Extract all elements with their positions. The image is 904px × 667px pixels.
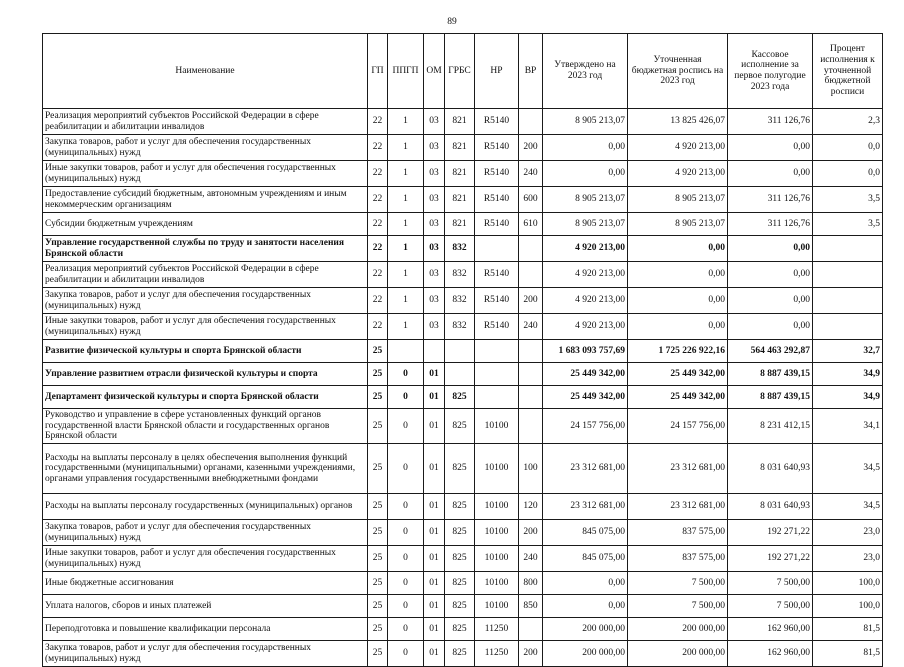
cell-approved: 4 920 213,00 <box>543 236 628 262</box>
cell-om: 03 <box>424 236 445 262</box>
cell-np: 10100 <box>475 595 519 618</box>
cell-gp: 25 <box>368 546 388 572</box>
cell-ppgp: 1 <box>388 135 424 161</box>
cell-grbs: 825 <box>445 618 475 641</box>
cell-refined: 0,00 <box>628 262 728 288</box>
cell-np: R5140 <box>475 213 519 236</box>
cell-name: Иные закупки товаров, работ и услуг для обеспечения государственных (муниципальных) нужд <box>43 161 368 187</box>
cell-vr: 800 <box>519 572 543 595</box>
cell-np: 10100 <box>475 444 519 494</box>
cell-name: Предоставление субсидий бюджетным, автономным учреждениям и иным некоммерческим организациям <box>43 187 368 213</box>
cell-np <box>475 386 519 409</box>
cell-grbs: 821 <box>445 213 475 236</box>
cell-gp: 22 <box>368 288 388 314</box>
cell-np: 10100 <box>475 546 519 572</box>
cell-vr: 240 <box>519 546 543 572</box>
header-om: ОМ <box>424 34 445 109</box>
cell-approved: 8 905 213,07 <box>543 213 628 236</box>
cell-vr <box>519 409 543 444</box>
cell-om: 01 <box>424 572 445 595</box>
cell-om: 01 <box>424 386 445 409</box>
cell-ppgp: 0 <box>388 546 424 572</box>
cell-refined: 4 920 213,00 <box>628 135 728 161</box>
header-percent: Процент исполнения к уточненной бюджетной росписи <box>813 34 883 109</box>
cell-refined: 0,00 <box>628 314 728 340</box>
cell-name: Департамент физической культуры и спорта Брянской области <box>43 386 368 409</box>
cell-om: 03 <box>424 109 445 135</box>
cell-np: R5140 <box>475 161 519 187</box>
cell-percent: 0,0 <box>813 135 883 161</box>
cell-om: 01 <box>424 494 445 520</box>
cell-gp: 25 <box>368 618 388 641</box>
table-row <box>43 386 883 409</box>
cell-np: 11250 <box>475 641 519 667</box>
cell-approved: 0,00 <box>543 161 628 187</box>
cell-gp: 25 <box>368 444 388 494</box>
cell-name: Реализация мероприятий субъектов Российской Федерации в сфере реабилитации и абилитации инвалидов <box>43 109 368 135</box>
cell-om: 03 <box>424 262 445 288</box>
cell-percent <box>813 262 883 288</box>
cell-executed: 8 031 640,93 <box>728 494 813 520</box>
table-row <box>43 641 883 667</box>
cell-gp: 22 <box>368 109 388 135</box>
cell-om: 01 <box>424 363 445 386</box>
table-row <box>43 595 883 618</box>
cell-om: 01 <box>424 444 445 494</box>
cell-vr <box>519 363 543 386</box>
header-grbs: ГРБС <box>445 34 475 109</box>
cell-refined: 4 920 213,00 <box>628 161 728 187</box>
cell-vr <box>519 262 543 288</box>
cell-refined: 7 500,00 <box>628 595 728 618</box>
cell-gp: 22 <box>368 187 388 213</box>
cell-gp: 22 <box>368 161 388 187</box>
cell-approved: 4 920 213,00 <box>543 288 628 314</box>
cell-ppgp: 0 <box>388 520 424 546</box>
table-row <box>43 618 883 641</box>
cell-name: Иные бюджетные ассигнования <box>43 572 368 595</box>
cell-vr: 100 <box>519 444 543 494</box>
cell-vr: 850 <box>519 595 543 618</box>
table-row <box>43 288 883 314</box>
cell-grbs: 825 <box>445 641 475 667</box>
cell-ppgp: 1 <box>388 288 424 314</box>
cell-approved: 24 157 756,00 <box>543 409 628 444</box>
cell-refined: 13 825 426,07 <box>628 109 728 135</box>
cell-approved: 25 449 342,00 <box>543 386 628 409</box>
cell-percent: 100,0 <box>813 595 883 618</box>
cell-vr: 200 <box>519 520 543 546</box>
cell-grbs: 821 <box>445 135 475 161</box>
cell-gp: 25 <box>368 520 388 546</box>
cell-gp: 25 <box>368 641 388 667</box>
table-row <box>43 520 883 546</box>
cell-grbs: 832 <box>445 288 475 314</box>
cell-grbs: 825 <box>445 386 475 409</box>
cell-gp: 22 <box>368 135 388 161</box>
cell-gp: 25 <box>368 494 388 520</box>
cell-name: Развитие физической культуры и спорта Брянской области <box>43 340 368 363</box>
cell-name: Расходы на выплаты персоналу в целях обеспечения выполнения функций государственными (муниципальными) органами, казенными учреждениями, органами управления государственными внебюджетными фондами <box>43 444 368 494</box>
cell-ppgp: 0 <box>388 494 424 520</box>
cell-executed: 8 887 439,15 <box>728 363 813 386</box>
cell-om: 01 <box>424 641 445 667</box>
cell-ppgp: 0 <box>388 618 424 641</box>
cell-executed: 7 500,00 <box>728 572 813 595</box>
cell-refined: 24 157 756,00 <box>628 409 728 444</box>
cell-executed: 192 271,22 <box>728 520 813 546</box>
cell-vr <box>519 236 543 262</box>
cell-np: R5140 <box>475 109 519 135</box>
cell-executed: 0,00 <box>728 161 813 187</box>
cell-vr <box>519 618 543 641</box>
cell-refined: 8 905 213,07 <box>628 187 728 213</box>
cell-vr: 120 <box>519 494 543 520</box>
cell-gp: 22 <box>368 262 388 288</box>
cell-percent: 34,5 <box>813 444 883 494</box>
cell-percent: 34,9 <box>813 363 883 386</box>
cell-approved: 0,00 <box>543 135 628 161</box>
cell-np: 11250 <box>475 618 519 641</box>
page-number: 89 <box>447 17 457 27</box>
cell-percent: 2,3 <box>813 109 883 135</box>
cell-grbs <box>445 363 475 386</box>
cell-gp: 25 <box>368 572 388 595</box>
cell-grbs: 825 <box>445 444 475 494</box>
cell-name: Субсидии бюджетным учреждениям <box>43 213 368 236</box>
cell-ppgp: 1 <box>388 262 424 288</box>
cell-grbs: 825 <box>445 595 475 618</box>
cell-approved: 25 449 342,00 <box>543 363 628 386</box>
cell-approved: 0,00 <box>543 595 628 618</box>
header-gp: ГП <box>368 34 388 109</box>
cell-executed: 311 126,76 <box>728 213 813 236</box>
cell-executed: 8 231 412,15 <box>728 409 813 444</box>
cell-om: 03 <box>424 135 445 161</box>
cell-refined: 837 575,00 <box>628 546 728 572</box>
cell-grbs: 821 <box>445 109 475 135</box>
cell-vr: 610 <box>519 213 543 236</box>
cell-refined: 8 905 213,07 <box>628 213 728 236</box>
cell-approved: 845 075,00 <box>543 520 628 546</box>
cell-ppgp: 1 <box>388 314 424 340</box>
cell-refined: 200 000,00 <box>628 641 728 667</box>
cell-np <box>475 236 519 262</box>
cell-executed: 162 960,00 <box>728 641 813 667</box>
cell-vr: 200 <box>519 288 543 314</box>
cell-vr <box>519 340 543 363</box>
cell-approved: 200 000,00 <box>543 618 628 641</box>
cell-np: 10100 <box>475 572 519 595</box>
cell-grbs: 821 <box>445 161 475 187</box>
cell-vr: 200 <box>519 135 543 161</box>
cell-vr: 200 <box>519 641 543 667</box>
table-row <box>43 572 883 595</box>
cell-percent: 3,5 <box>813 213 883 236</box>
cell-ppgp: 0 <box>388 409 424 444</box>
cell-gp: 25 <box>368 386 388 409</box>
cell-om: 01 <box>424 618 445 641</box>
cell-percent: 23,0 <box>813 520 883 546</box>
cell-percent <box>813 314 883 340</box>
cell-refined: 7 500,00 <box>628 572 728 595</box>
cell-name: Иные закупки товаров, работ и услуг для обеспечения государственных (муниципальных) нужд <box>43 314 368 340</box>
cell-refined: 25 449 342,00 <box>628 386 728 409</box>
cell-approved: 4 920 213,00 <box>543 314 628 340</box>
cell-vr <box>519 386 543 409</box>
cell-grbs: 832 <box>445 236 475 262</box>
cell-refined: 23 312 681,00 <box>628 494 728 520</box>
header-np: НР <box>475 34 519 109</box>
cell-name: Расходы на выплаты персоналу государственных (муниципальных) органов <box>43 494 368 520</box>
cell-ppgp: 0 <box>388 595 424 618</box>
cell-grbs: 825 <box>445 572 475 595</box>
cell-np: 10100 <box>475 494 519 520</box>
cell-percent: 0,0 <box>813 161 883 187</box>
cell-percent: 81,5 <box>813 641 883 667</box>
cell-percent: 34,5 <box>813 494 883 520</box>
cell-percent: 32,7 <box>813 340 883 363</box>
cell-refined: 25 449 342,00 <box>628 363 728 386</box>
cell-grbs <box>445 340 475 363</box>
cell-np: 10100 <box>475 520 519 546</box>
cell-approved: 200 000,00 <box>543 641 628 667</box>
table-row <box>43 314 883 340</box>
table-row <box>43 161 883 187</box>
cell-grbs: 821 <box>445 187 475 213</box>
cell-vr: 240 <box>519 314 543 340</box>
cell-om: 01 <box>424 409 445 444</box>
table-row <box>43 409 883 444</box>
cell-approved: 23 312 681,00 <box>543 494 628 520</box>
cell-refined: 0,00 <box>628 288 728 314</box>
cell-om: 03 <box>424 288 445 314</box>
cell-gp: 25 <box>368 340 388 363</box>
header-refined: Уточненная бюджетная роспись на 2023 год <box>628 34 728 109</box>
cell-gp: 25 <box>368 363 388 386</box>
cell-np: R5140 <box>475 314 519 340</box>
cell-name: Руководство и управление в сфере установленных функций органов государственной власти Брянской области и государственных органов Брянской области <box>43 409 368 444</box>
cell-om: 03 <box>424 161 445 187</box>
cell-executed: 0,00 <box>728 262 813 288</box>
cell-executed: 0,00 <box>728 135 813 161</box>
cell-name: Иные закупки товаров, работ и услуг для обеспечения государственных (муниципальных) нужд <box>43 546 368 572</box>
cell-grbs: 832 <box>445 262 475 288</box>
cell-name: Реализация мероприятий субъектов Российской Федерации в сфере реабилитации и абилитации инвалидов <box>43 262 368 288</box>
cell-approved: 1 683 093 757,69 <box>543 340 628 363</box>
cell-refined: 837 575,00 <box>628 520 728 546</box>
cell-refined: 23 312 681,00 <box>628 444 728 494</box>
cell-gp: 22 <box>368 236 388 262</box>
cell-ppgp: 0 <box>388 386 424 409</box>
cell-grbs: 825 <box>445 409 475 444</box>
table-row <box>43 262 883 288</box>
cell-gp: 22 <box>368 314 388 340</box>
header-executed: Кассовое исполнение за первое полугодие 2023 года <box>728 34 813 109</box>
cell-name: Закупка товаров, работ и услуг для обеспечения государственных (муниципальных) нужд <box>43 135 368 161</box>
cell-approved: 0,00 <box>543 572 628 595</box>
cell-ppgp <box>388 340 424 363</box>
cell-ppgp: 0 <box>388 444 424 494</box>
cell-executed: 192 271,22 <box>728 546 813 572</box>
cell-om: 03 <box>424 213 445 236</box>
cell-om: 03 <box>424 314 445 340</box>
cell-executed: 564 463 292,87 <box>728 340 813 363</box>
cell-om: 01 <box>424 546 445 572</box>
cell-np <box>475 340 519 363</box>
cell-ppgp: 0 <box>388 572 424 595</box>
budget-table <box>42 33 883 667</box>
table-row <box>43 546 883 572</box>
cell-executed: 8 887 439,15 <box>728 386 813 409</box>
cell-grbs: 825 <box>445 546 475 572</box>
table-row <box>43 340 883 363</box>
cell-percent: 100,0 <box>813 572 883 595</box>
table-row <box>43 444 883 494</box>
cell-om: 03 <box>424 187 445 213</box>
cell-executed: 8 031 640,93 <box>728 444 813 494</box>
cell-gp: 22 <box>368 213 388 236</box>
cell-executed: 0,00 <box>728 288 813 314</box>
cell-percent: 23,0 <box>813 546 883 572</box>
cell-approved: 845 075,00 <box>543 546 628 572</box>
cell-approved: 23 312 681,00 <box>543 444 628 494</box>
cell-executed: 0,00 <box>728 314 813 340</box>
cell-gp: 25 <box>368 595 388 618</box>
cell-executed: 7 500,00 <box>728 595 813 618</box>
cell-name: Управление государственной службы по труду и занятости населения Брянской области <box>43 236 368 262</box>
cell-name: Закупка товаров, работ и услуг для обеспечения государственных (муниципальных) нужд <box>43 288 368 314</box>
table-body <box>43 109 883 667</box>
cell-ppgp: 0 <box>388 363 424 386</box>
cell-grbs: 832 <box>445 314 475 340</box>
cell-refined: 200 000,00 <box>628 618 728 641</box>
cell-ppgp: 1 <box>388 161 424 187</box>
table-row <box>43 363 883 386</box>
cell-executed: 311 126,76 <box>728 187 813 213</box>
table-row <box>43 187 883 213</box>
cell-executed: 162 960,00 <box>728 618 813 641</box>
cell-percent: 34,1 <box>813 409 883 444</box>
cell-ppgp: 1 <box>388 236 424 262</box>
cell-name: Управление развитием отрасли физической культуры и спорта <box>43 363 368 386</box>
table-row <box>43 494 883 520</box>
cell-np: R5140 <box>475 262 519 288</box>
cell-vr <box>519 109 543 135</box>
cell-percent <box>813 288 883 314</box>
table-row <box>43 135 883 161</box>
cell-percent: 3,5 <box>813 187 883 213</box>
cell-vr: 600 <box>519 187 543 213</box>
cell-name: Переподготовка и повышение квалификации персонала <box>43 618 368 641</box>
cell-grbs: 825 <box>445 494 475 520</box>
cell-np: R5140 <box>475 187 519 213</box>
cell-ppgp: 1 <box>388 109 424 135</box>
table-header-row <box>43 34 883 109</box>
header-name: Наименование <box>43 34 368 109</box>
cell-approved: 4 920 213,00 <box>543 262 628 288</box>
cell-gp: 25 <box>368 409 388 444</box>
cell-np <box>475 363 519 386</box>
cell-om: 01 <box>424 595 445 618</box>
table-row <box>43 109 883 135</box>
cell-np: 10100 <box>475 409 519 444</box>
cell-om: 01 <box>424 520 445 546</box>
cell-executed: 0,00 <box>728 236 813 262</box>
cell-approved: 8 905 213,07 <box>543 187 628 213</box>
header-vr: ВР <box>519 34 543 109</box>
cell-ppgp: 0 <box>388 641 424 667</box>
cell-executed: 311 126,76 <box>728 109 813 135</box>
cell-np: R5140 <box>475 135 519 161</box>
header-approved: Утверждено на 2023 год <box>543 34 628 109</box>
cell-om <box>424 340 445 363</box>
cell-refined: 1 725 226 922,16 <box>628 340 728 363</box>
cell-percent: 81,5 <box>813 618 883 641</box>
cell-name: Закупка товаров, работ и услуг для обеспечения государственных (муниципальных) нужд <box>43 520 368 546</box>
cell-ppgp: 1 <box>388 213 424 236</box>
cell-ppgp: 1 <box>388 187 424 213</box>
cell-np: R5140 <box>475 288 519 314</box>
cell-vr: 240 <box>519 161 543 187</box>
table-row <box>43 213 883 236</box>
cell-approved: 8 905 213,07 <box>543 109 628 135</box>
cell-percent <box>813 236 883 262</box>
cell-percent: 34,9 <box>813 386 883 409</box>
cell-name: Уплата налогов, сборов и иных платежей <box>43 595 368 618</box>
cell-refined: 0,00 <box>628 236 728 262</box>
cell-name: Закупка товаров, работ и услуг для обеспечения государственных (муниципальных) нужд <box>43 641 368 667</box>
header-ppgp: ППГП <box>388 34 424 109</box>
table-row <box>43 236 883 262</box>
cell-grbs: 825 <box>445 520 475 546</box>
